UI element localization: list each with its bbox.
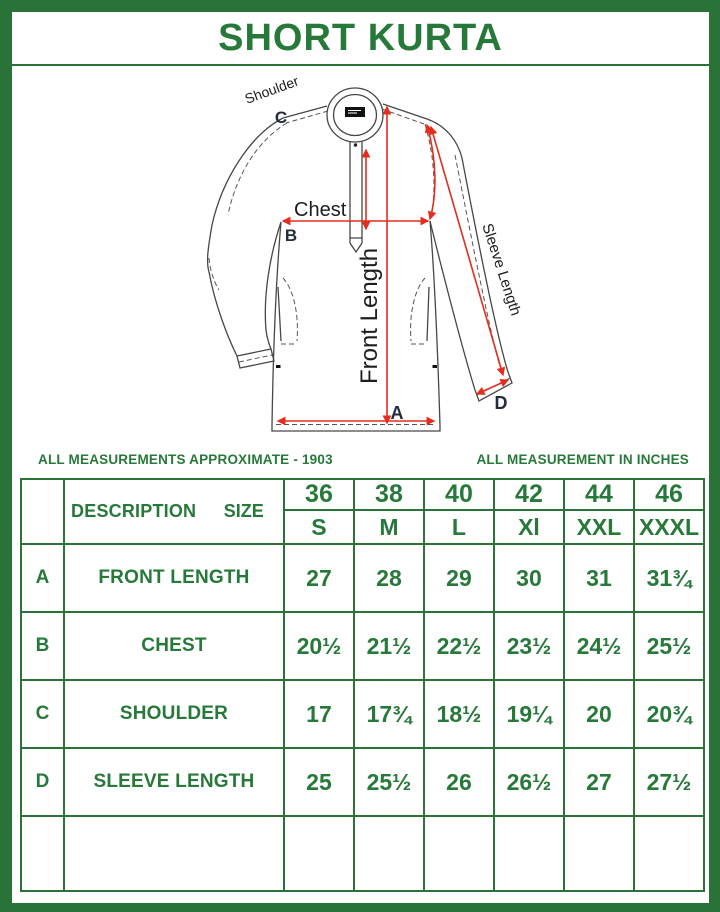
table-row-front-length [21, 544, 704, 612]
value-cell: 27½ [634, 748, 704, 816]
value-cell: 25½ [354, 748, 424, 816]
value-cell: 31¾ [634, 544, 704, 612]
chest-label: Chest [294, 199, 347, 221]
note-approximate: ALL MEASUREMENTS APPROXIMATE - 1903 [38, 451, 333, 467]
value-cell: 20½ [284, 612, 354, 680]
header-row-numbers [21, 479, 704, 510]
size-number-header: 42 [494, 479, 564, 510]
brand-tag [345, 107, 365, 117]
corner-letter-cell [21, 479, 64, 544]
size-label-header: L [424, 510, 494, 544]
sleeve-length-letter: D [494, 393, 508, 413]
size-number-header: 38 [354, 479, 424, 510]
table-row-shoulder [21, 680, 704, 748]
value-cell: 27 [564, 748, 634, 816]
table-row-empty [21, 816, 704, 891]
front-length-label: Front Length [356, 247, 383, 385]
value-cell: 27 [284, 544, 354, 612]
corner-description-size-cell: DESCRIPTION SIZE [64, 479, 284, 544]
value-cell: 17¾ [354, 680, 424, 748]
collar-button [354, 143, 357, 146]
page-title: SHORT KURTA [218, 16, 503, 59]
size-number-header: 46 [634, 479, 704, 510]
table-row-sleeve-length [21, 748, 704, 816]
value-cell: 28 [354, 544, 424, 612]
value-cell: 25½ [634, 612, 704, 680]
row-letter: A [21, 544, 64, 612]
kurta-diagram [12, 66, 709, 453]
right-slit-mark [433, 365, 438, 368]
row-description: SLEEVE LENGTH [64, 748, 284, 816]
value-cell: 26½ [494, 748, 564, 816]
value-cell: 20¾ [634, 680, 704, 748]
front-length-letter: A [390, 403, 404, 423]
measurement-lines [278, 107, 508, 423]
row-description: CHEST [64, 612, 284, 680]
value-cell: 17 [284, 680, 354, 748]
shoulder-label: Shoulder [242, 72, 301, 107]
value-cell: 26 [424, 748, 494, 816]
row-description: SHOULDER [64, 680, 284, 748]
value-cell: 29 [424, 544, 494, 612]
value-cell: 19¼ [494, 680, 564, 748]
value-cell: 18½ [424, 680, 494, 748]
shoulder-letter: C [274, 108, 288, 127]
kurta-diagram-area [12, 66, 709, 453]
value-cell: 31 [564, 544, 634, 612]
size-label-header: Xl [494, 510, 564, 544]
chart-inner-panel [12, 12, 709, 903]
note-inches: ALL MEASUREMENT IN INCHES [476, 451, 689, 467]
row-letter: B [21, 612, 64, 680]
value-cell: 30 [494, 544, 564, 612]
row-description: FRONT LENGTH [64, 544, 284, 612]
chest-letter: B [284, 226, 298, 245]
value-cell: 22½ [424, 612, 494, 680]
size-table [20, 478, 705, 892]
row-letter: C [21, 680, 64, 748]
size-number-header: 40 [424, 479, 494, 510]
value-cell: 21½ [354, 612, 424, 680]
measurement-notes [38, 450, 689, 468]
size-label-header: S [284, 510, 354, 544]
value-cell: 25 [284, 748, 354, 816]
sleeve-length-label: Sleeve Length [478, 221, 525, 318]
size-label-header: XXL [564, 510, 634, 544]
size-number-header: 36 [284, 479, 354, 510]
size-label-header: XXXL [634, 510, 704, 544]
left-slit-mark [276, 365, 281, 368]
size-label-header: M [354, 510, 424, 544]
row-letter: D [21, 748, 64, 816]
table-row-chest [21, 612, 704, 680]
value-cell: 20 [564, 680, 634, 748]
value-cell: 24½ [564, 612, 634, 680]
size-number-header: 44 [564, 479, 634, 510]
title-bar [12, 12, 709, 66]
value-cell: 23½ [494, 612, 564, 680]
